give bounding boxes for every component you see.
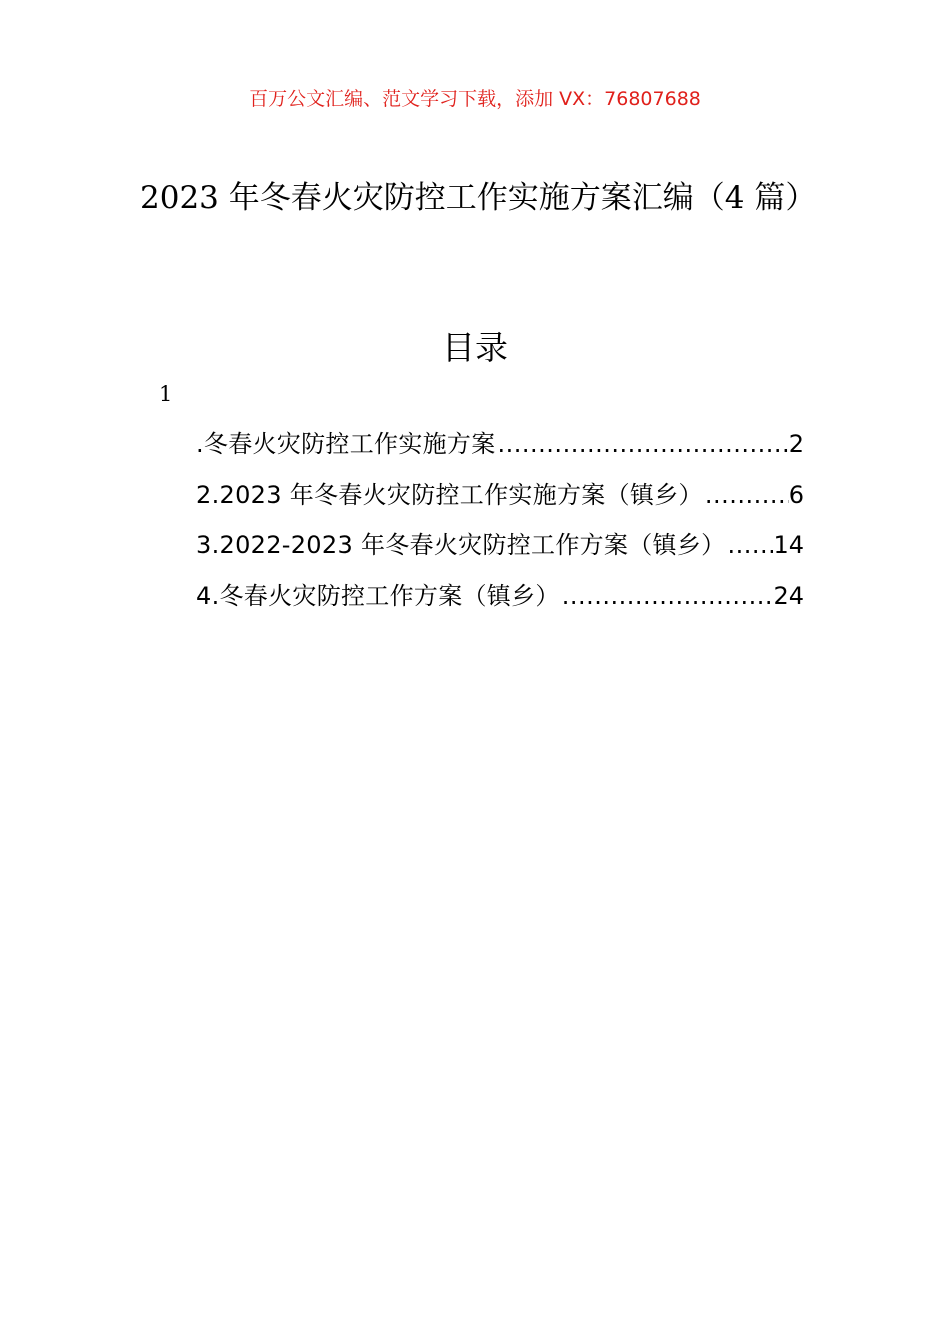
toc-entry-4[interactable] xyxy=(196,576,804,627)
toc-heading: 目录 xyxy=(442,328,508,367)
toc-entry-page: 14 xyxy=(773,531,804,559)
toc-dot-leader xyxy=(725,531,773,559)
toc-entry-1[interactable] xyxy=(196,424,804,475)
toc-dot-leader xyxy=(703,481,789,509)
document-title: 2023 年冬春火灾防控工作实施方案汇编（4 篇） xyxy=(140,180,817,216)
toc-dot-leader xyxy=(560,582,774,610)
toc-dot-leader xyxy=(496,430,789,458)
table-of-contents xyxy=(196,424,804,626)
toc-entry-page: 6 xyxy=(788,480,804,509)
toc-entry-label: 4.冬春火灾防控工作方案（镇乡） xyxy=(196,581,560,610)
toc-entry-label: 2.2023 年冬春火灾防控工作实施方案（镇乡） xyxy=(196,480,703,509)
toc-entry-3[interactable] xyxy=(196,525,804,576)
toc-entry-page: 24 xyxy=(773,581,804,610)
toc-entry-label: .冬春火灾防控工作实施方案 xyxy=(196,430,496,458)
toc-entry-2[interactable] xyxy=(196,475,804,526)
header-watermark-note: 百万公文汇编、范文学习下载，添加 VX：76807688 xyxy=(249,88,701,110)
toc-stray-number: 1 xyxy=(159,382,173,406)
toc-entry-label: 3.2022-2023 年冬春火灾防控工作方案（镇乡） xyxy=(196,531,726,559)
toc-entry-page: 2 xyxy=(788,430,804,458)
